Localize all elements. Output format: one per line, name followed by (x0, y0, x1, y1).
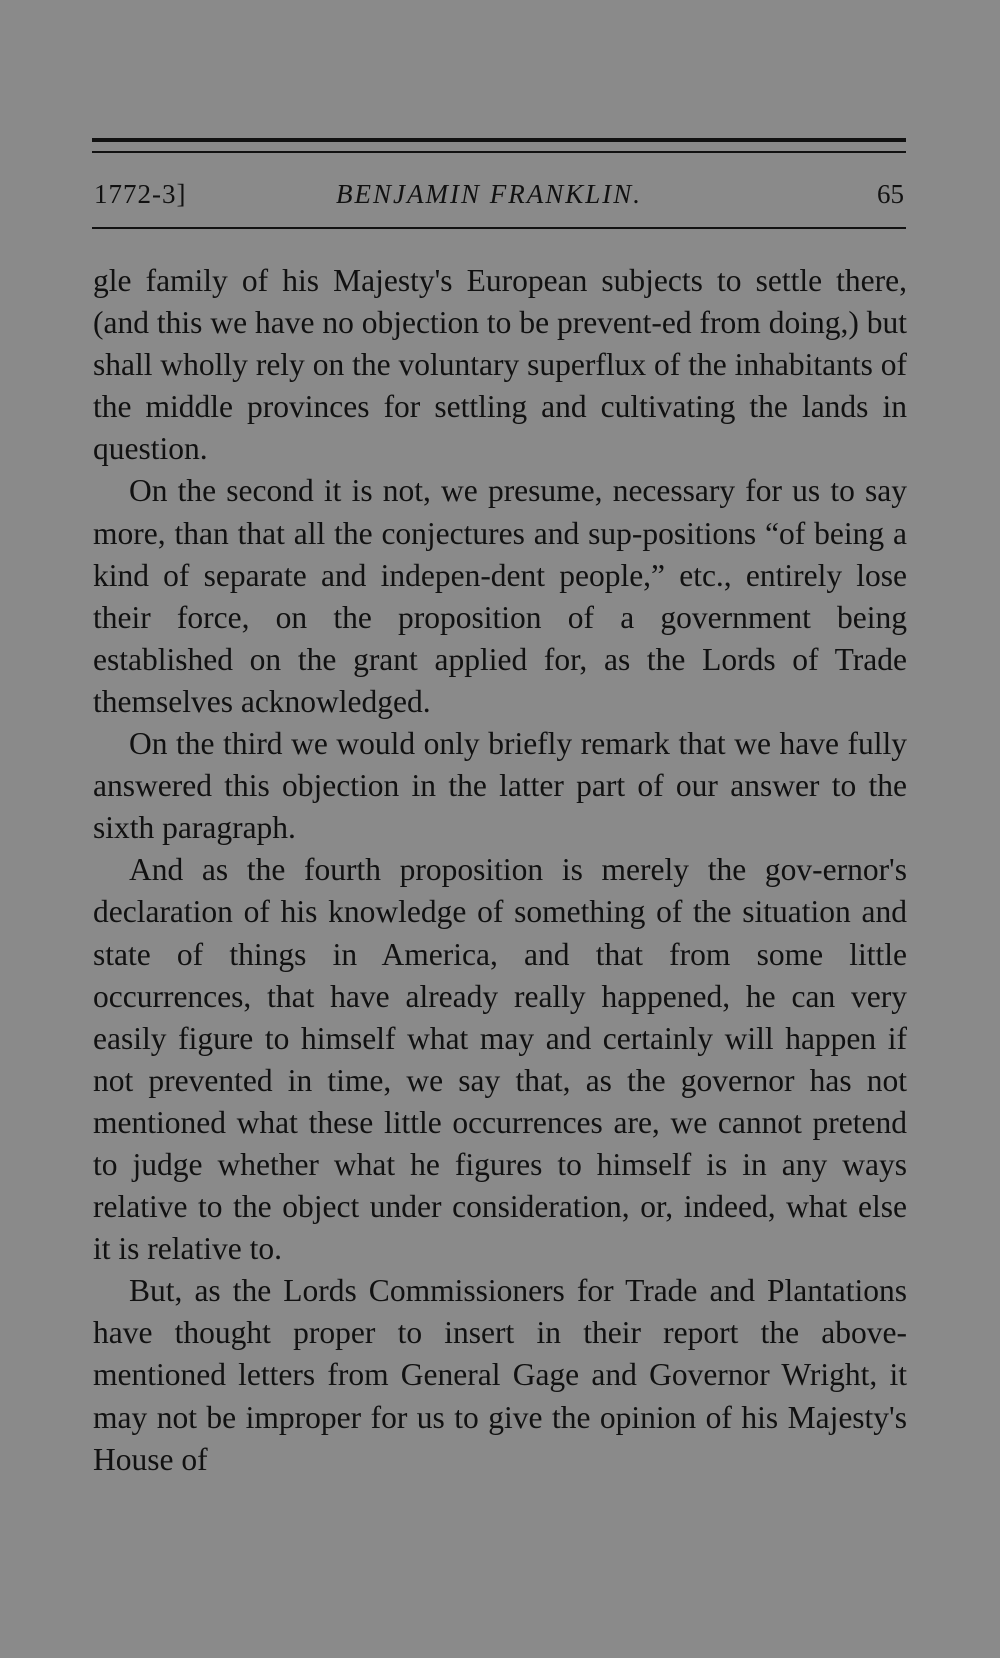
paragraph-second-objection: On the second it is not, we presume, necessary for us to say more, than that all the conjectures and sup-positions “of being a kind of separate and indepen-dent people,” etc., entirely lose their force, on the proposition of a government being established on the grant applied for, as the Lords of Trade themselves acknowledged. (93, 473, 907, 719)
paragraph-third-objection: On the third we would only briefly remark that we have fully answered this objection in the latter part of our answer to the sixth paragraph. (93, 726, 907, 846)
paragraph-lords-commissioners: But, as the Lords Commissioners for Trade and Plantations have thought proper to insert in their report the above-mentioned letters from General Gage and Governor Wright, it may not be improper for us to give the opinion of his Majesty's House of (93, 1273, 907, 1477)
header-rule-top (92, 138, 906, 142)
running-head-title: BENJAMIN FRANKLIN. (336, 179, 642, 209)
paragraph-fourth-proposition: And as the fourth proposition is merely the gov-ernor's declaration of his knowledge of something of the situation and state of things in America, and that from some little occurrences, that have already really happened, he can very easily figure to himself what may and certainly will happen if not prevented in time, we say that, as the governor has not mentioned what these little occurrences are, we cannot pretend to judge whether what he figures to himself is in any ways relative to the object under consideration, or, indeed, what else it is relative to. (93, 852, 907, 1267)
body-text (93, 260, 907, 1481)
running-head (92, 172, 906, 216)
page-number: 65 (877, 179, 904, 209)
paragraph-continued: gle family of his Majesty's European subjects to settle there, (and this we have no objection to be prevent-ed from doing,) but shall wholly rely on the voluntary superflux of the inhabitants of the middle provinces for settling and cultivating the lands in question. (93, 263, 907, 467)
header-rule-second (92, 151, 906, 153)
running-head-years: 1772-3] (94, 179, 187, 209)
header-rule-bottom (92, 227, 906, 229)
